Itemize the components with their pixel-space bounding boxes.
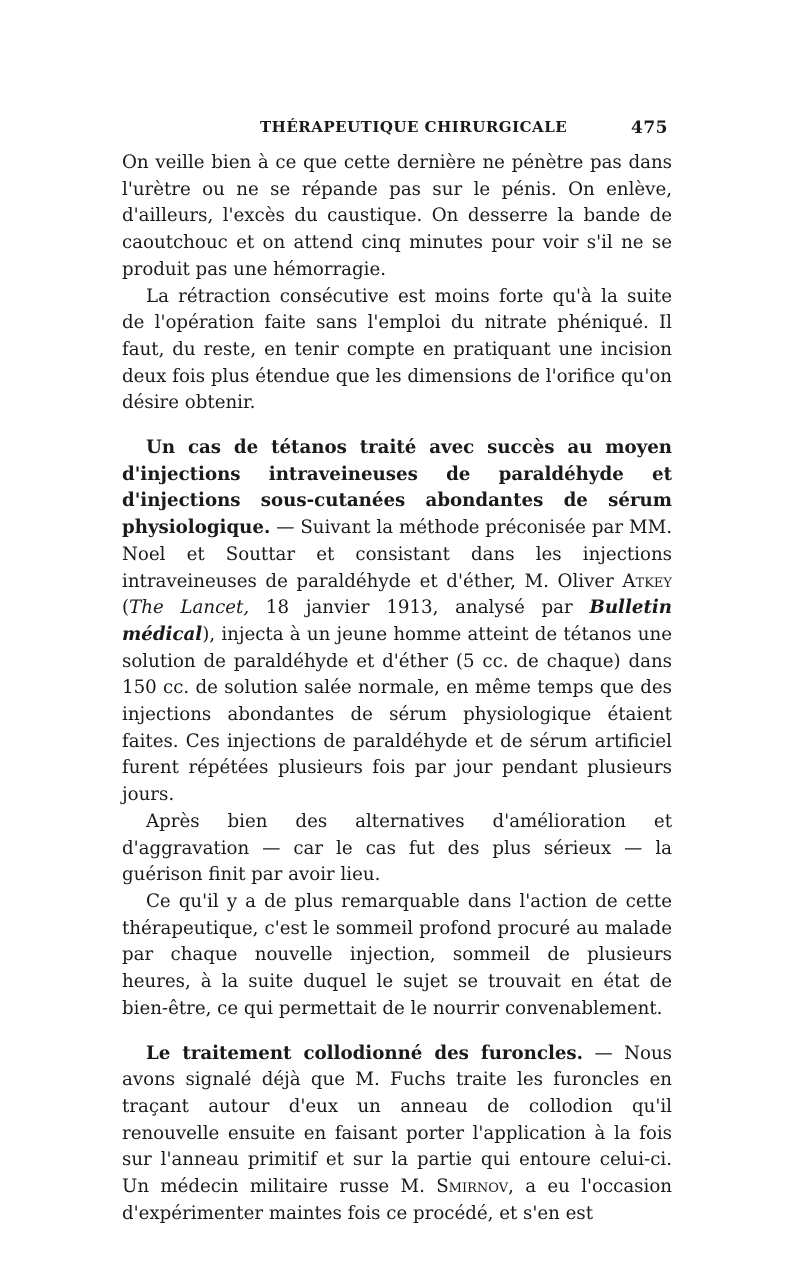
section-text: ( (122, 597, 130, 619)
paragraph: Ce qu'il y a de plus remarquable dans l'action de cette thérapeutique, c'est le sommeil profond procuré au malade par chaque nouvelle injection, sommeil de plusieurs heures, à la suite duquel le sujet se trouvait en état de bien-être, ce qui permettait de le nourrir convenablement. (122, 890, 672, 1019)
author-name: Smirnov (436, 1176, 509, 1198)
section-tetanos (122, 435, 672, 809)
running-header (120, 118, 680, 142)
section-text: ), injecta à un jeune homme atteint de tétanos une solution de paraldéhyde et d'éther (5 cc. de chaque) dans 150 cc. de solution salée normale, en même temps que des injections abondantes de sérum physiologique étaient faites. Ces injections de paraldéhyde et de sérum artificiel furent répétées plusieurs fois par jour pendant plusieurs jours. (122, 623, 672, 806)
journal-title: Bulletin médical (122, 597, 672, 645)
section-text: , a eu l'occasion d'expérimenter maintes fois ce procédé, et s'en est (122, 1176, 672, 1224)
paragraph: Après bien des alternatives d'amélioration et d'aggravation — car le cas fut des plus sérieux — la guérison finit par avoir lieu. (122, 810, 672, 886)
journal-title: The Lancet, (129, 597, 250, 619)
section-heading: Le traitement collodionné des furoncles. (146, 1042, 583, 1064)
running-title: THÉRAPEUTIQUE CHIRURGICALE (260, 118, 568, 136)
section-heading: Un cas de tétanos traité avec succès au moyen d'injections intraveineuses de paraldéhyde et d'injections sous-cutanées abondantes de sérum physiologique. (122, 437, 672, 539)
section-text: — Nous avons signalé déjà que M. Fuchs traite les furoncles en traçant autour d'eux un anneau de collodion qu'il renouvelle ensuite en faisant porter l'application à la fois sur l'anneau primitif et sur la partie qui entoure celui-ci. Un médecin militaire russe M. (122, 1042, 672, 1198)
page-number: 475 (631, 118, 668, 138)
paragraph: La rétraction consécutive est moins forte qu'à la suite de l'opération faite sans l'emploi du nitrate phéniqué. Il faut, du reste, en tenir compte en pratiquant une incision deux fois plus étendue que les dimensions de l'orifice qu'on désire obtenir. (122, 285, 672, 414)
section-furoncles (122, 1041, 672, 1228)
author-name: Atkey (622, 570, 672, 592)
body-text (122, 150, 672, 1227)
paragraph: On veille bien à ce que cette dernière ne pénètre pas dans l'urètre ou ne se répande pas sur le pénis. On enlève, d'ailleurs, l'excès du caustique. On desserre la bande de caoutchouc et on attend cinq minutes pour voir s'il ne se produit pas une hémorragie. (122, 152, 672, 280)
section-text: 18 janvier 1913, analysé par (249, 597, 590, 619)
section-text: — Suivant la méthode préconisée par MM. Noel et Souttar et consistant dans les injections intraveineuses de paraldéhyde et d'éther, M. Oliver (122, 517, 672, 592)
